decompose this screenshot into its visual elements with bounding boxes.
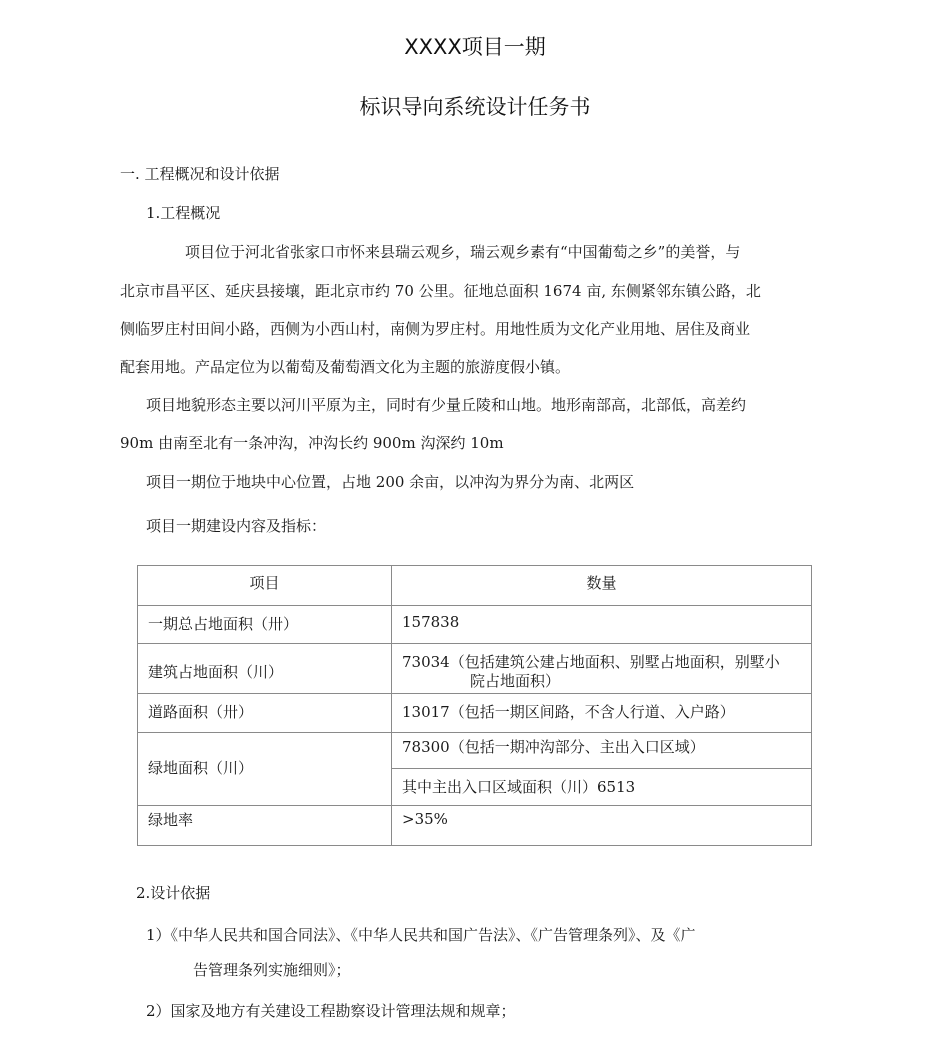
paragraph-1-line-1: 项目位于河北省张家口市怀来县瑞云观乡，瑞云观乡素有“中国葡萄之乡”的美誉，与 [185, 243, 741, 261]
table-cell-text: 78300（包括一期冲沟部分、主出入口区域） [402, 738, 705, 756]
table-row [138, 606, 812, 644]
paragraph-1-line-2: 北京市昌平区、延庆县接壤，距北京市约 70 公里。征地总面积 1674 亩, 东侧紧邻东镇公路，北 [120, 282, 761, 300]
paragraph-2-line-2: 90m 由南至北有一条冲沟，冲沟长约 900m 沟深约 10m [120, 434, 504, 452]
table-cell-quantity [392, 769, 812, 806]
table-row [138, 733, 812, 769]
document-title: XXXX项目一期 [404, 35, 546, 59]
table-header-quantity: 数量 [392, 566, 812, 606]
table-cell-text: 绿地面积（川） [148, 759, 254, 777]
subsection-heading-basis: 2.设计依据 [136, 884, 211, 902]
table-cell-quantity [392, 733, 812, 769]
table-cell-quantity [392, 606, 812, 644]
table-cell-text: 绿地率 [148, 811, 194, 829]
table-cell-item [138, 644, 392, 694]
table-cell-text: 73034（包括建筑公建占地面积、别墅占地面积，别墅小 [402, 653, 780, 671]
table-cell-item [138, 733, 392, 806]
table-cell-text-continued: 院占地面积） [470, 672, 561, 690]
table-cell-quantity [392, 694, 812, 733]
table-row [138, 806, 812, 846]
paragraph-3: 项目一期位于地块中心位置，占地 200 余亩，以冲沟为界分为南、北两区 [146, 473, 635, 491]
table-cell-text: >35% [402, 810, 448, 828]
paragraph-4: 项目一期建设内容及指标： [146, 517, 327, 535]
table-cell-quantity [392, 806, 812, 846]
paragraph-1-line-3: 侧临罗庄村田间小路，西侧为小西山村，南侧为罗庄村。用地性质为文化产业用地、居住及商业 [120, 320, 751, 338]
table-cell-text: 道路面积（卅） [148, 703, 254, 721]
table-row [138, 694, 812, 733]
table-cell-text: 157838 [402, 613, 460, 631]
table-cell-item [138, 694, 392, 733]
metrics-table [137, 565, 812, 846]
table-cell-text: 一期总占地面积（卅） [148, 615, 299, 633]
basis-item-1-line-2: 告管理条列实施细则》； [193, 961, 351, 979]
table-cell-item [138, 606, 392, 644]
table-header-item: 项目 [138, 566, 392, 606]
table-cell-quantity [392, 644, 812, 694]
table-cell-text: 建筑占地面积（川） [148, 663, 284, 681]
section-heading-1: 一. 工程概况和设计依据 [120, 165, 280, 183]
subsection-heading-overview: 1.工程概况 [146, 204, 221, 222]
table-cell-text: 13017（包括一期区间路，不含人行道、入户路） [402, 703, 735, 721]
table-row [138, 644, 812, 694]
document-subtitle: 标识导向系统设计任务书 [359, 95, 591, 119]
table-cell-item [138, 806, 392, 846]
basis-item-1-line-1: 1）《中华人民共和国合同法》、《中华人民共和国广告法》、《广告管理条列》、及《广 [146, 926, 696, 944]
paragraph-2-line-1: 项目地貌形态主要以河川平原为主，同时有少量丘陵和山地。地形南部高，北部低，高差约 [146, 396, 747, 414]
basis-item-2: 2）国家及地方有关建设工程勘察设计管理法规和规章； [146, 1002, 516, 1020]
table-cell-text: 其中主出入口区域面积（川）6513 [402, 778, 636, 796]
paragraph-1-line-4: 配套用地。产品定位为以葡萄及葡萄酒文化为主题的旅游度假小镇。 [120, 358, 571, 376]
table-header-row [138, 566, 812, 606]
